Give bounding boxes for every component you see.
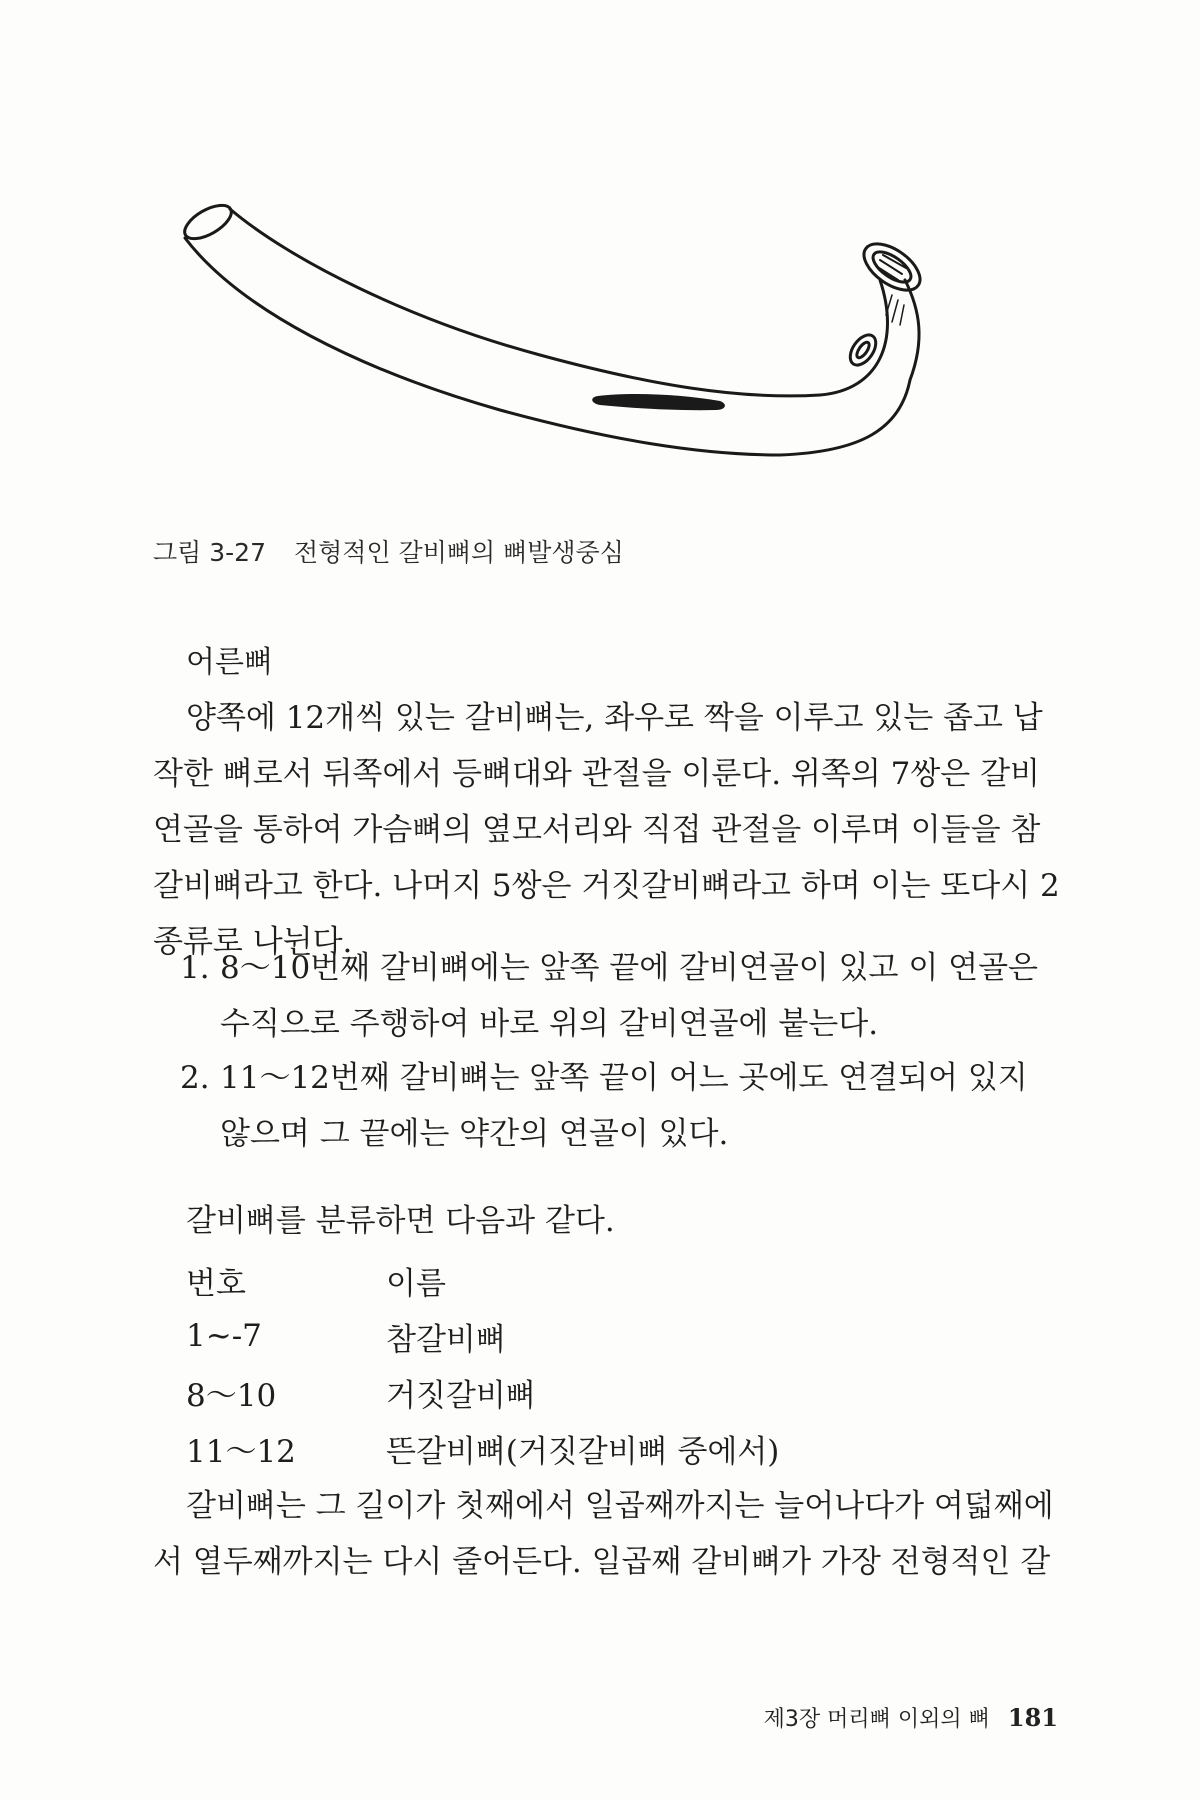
body-paragraph-2: 갈비뼈는 그 길이가 첫째에서 일곱째까지는 늘어나다가 여덟째에서 열두째까지는 다시 줄어든다. 일곱째 갈비뼈가 가장 전형적인 갈 [153, 1488, 1054, 1580]
figure-number: 그림 3-27 [153, 538, 266, 567]
rib-illustration [180, 200, 1060, 530]
list-item-text: 8～10번째 갈비뼈에는 앞쪽 끝에 갈비연골이 있고 이 연골은 수직으로 주행하여 바로 위의 갈비연골에 붙는다. [220, 950, 1038, 1042]
rib-drawing [180, 200, 1060, 530]
list-marker: 2. [180, 1060, 210, 1096]
table-header-row [186, 1252, 779, 1308]
page-number: 181 [1007, 1703, 1058, 1732]
classification-intro: 갈비뼈를 분류하면 다음과 같다. [186, 1203, 615, 1239]
table-row [186, 1308, 779, 1364]
rib-head-end [180, 200, 237, 245]
classification-table [186, 1252, 779, 1476]
row-name: 참갈비뼈 [386, 1321, 506, 1358]
rib-cap-hatching [876, 255, 906, 280]
rib-end-edge [905, 280, 919, 380]
figure-caption [153, 533, 624, 569]
row-name: 뜬갈비뼈(거짓갈비뼈 중에서) [386, 1433, 780, 1470]
rib-shaft-lower [185, 238, 910, 455]
row-number: 1~-7 [186, 1318, 262, 1354]
body-paragraph-1: 양쪽에 12개씩 있는 갈비뼈는, 좌우로 짝을 이루고 있는 좁고 납작한 뼈로서 뒤쪽에서 등뼈대와 관절을 이룬다. 위쪽의 7쌍은 갈비연골을 통하여 가슴뼈의 옆모서리와 직접 관절을 이루며 이들을 참갈비뼈라고 한다. 나머지 5쌍은 거짓갈비뼈라고 하며 이는 또다시 2종류로 나뉜다. [153, 700, 1060, 960]
list-marker: 1. [180, 950, 210, 986]
page-footer [764, 1702, 1058, 1733]
section-subheading: 어른뼈 [186, 645, 273, 680]
table-row [186, 1364, 779, 1420]
list-item [180, 1050, 1065, 1162]
table-row [186, 1420, 779, 1476]
row-number: 8～10 [186, 1377, 277, 1414]
row-name: 거짓갈비뼈 [386, 1377, 536, 1414]
list-item-text: 11～12번째 갈비뼈는 앞쪽 끝이 어느 곳에도 연결되어 있지 않으며 그 끝에는 약간의 연골이 있다. [220, 1060, 1028, 1152]
chapter-title: 제3장 머리뼈 이외의 뼈 [763, 1707, 990, 1732]
figure-title: 전형적인 갈비뼈의 뼈발생중심 [294, 538, 624, 567]
header-name: 이름 [386, 1265, 446, 1302]
rib-shaft-upper [230, 209, 888, 396]
row-number: 11～12 [186, 1433, 296, 1470]
list-item [180, 940, 1065, 1052]
ossification-center [592, 394, 725, 410]
header-number: 번호 [186, 1265, 246, 1302]
